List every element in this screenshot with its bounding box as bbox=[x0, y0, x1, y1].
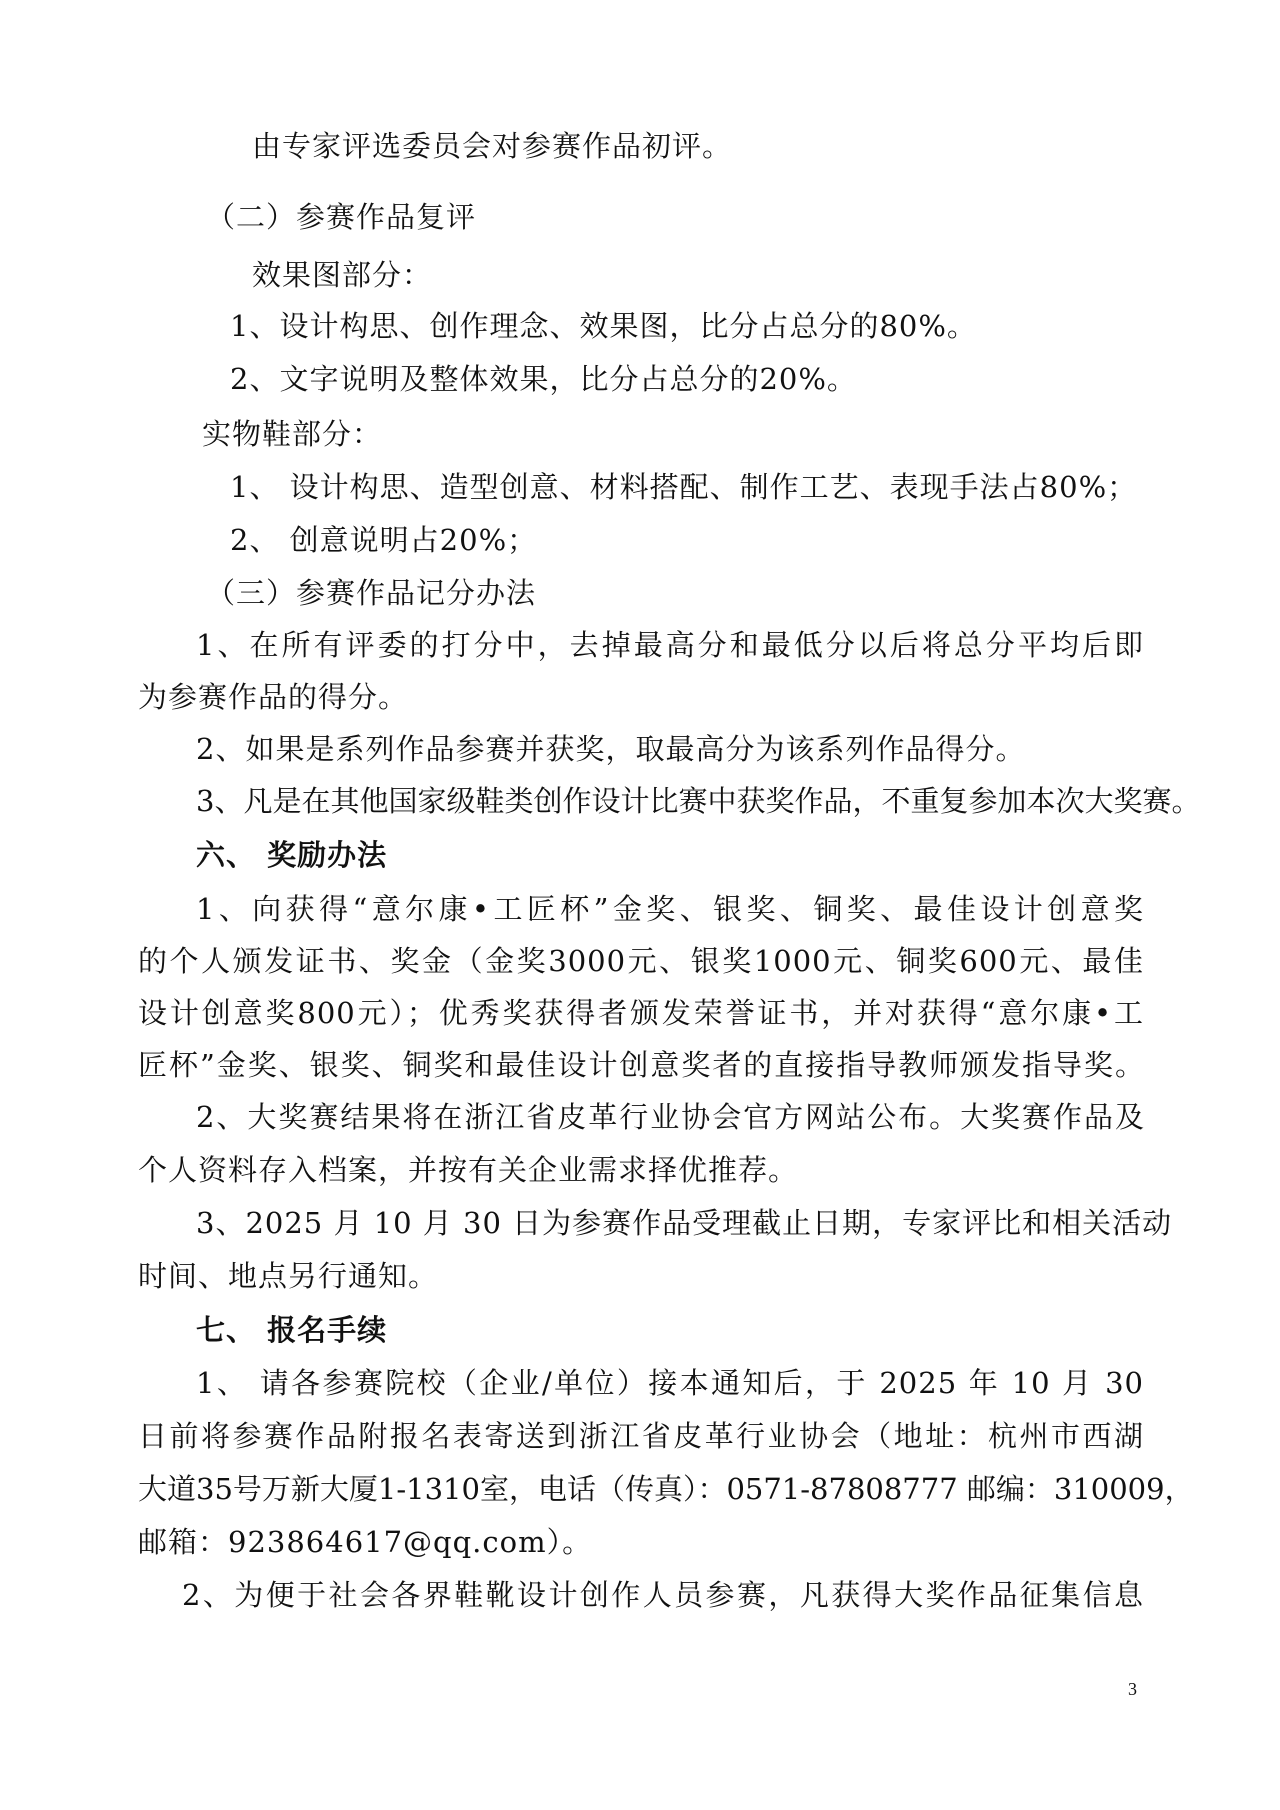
text-line-awards-2b: 个人资料存入档案，并按有关企业需求择优推荐。 bbox=[138, 1153, 799, 1187]
text-line-physical-shoe-part: 实物鞋部分： bbox=[202, 417, 383, 451]
text-line-physical-item-1: 1、 设计构思、造型创意、材料搭配、制作工艺、表现手法占80%； bbox=[230, 470, 1138, 504]
text-line-scoring-1a: 1、在所有评委的打分中，去掉最高分和最低分以后将总分平均后即 bbox=[196, 628, 1144, 662]
text-line-registration-1a: 1、 请各参赛院校（企业/单位）接本通知后，于 2025 年 10 月 30 bbox=[196, 1366, 1144, 1400]
text-line-physical-item-2: 2、 创意说明占20%； bbox=[230, 523, 538, 557]
text-line-awards-1c: 设计创意奖800元）；优秀奖获得者颁发荣誉证书，并对获得“意尔康•工 bbox=[138, 996, 1144, 1030]
text-line-registration-1c: 大道35号万新大厦1-1310室，电话（传真）：0571-87808777 邮编：310009， bbox=[138, 1472, 1194, 1506]
text-line-awards-3a: 3、2025 月 10 月 30 日为参赛作品受理截止日期，专家评比和相关活动 bbox=[196, 1206, 1173, 1240]
text-line-registration-1b: 日前将参赛作品附报名表寄送到浙江省皮革行业协会（地址：杭州市西湖 bbox=[138, 1419, 1144, 1453]
text-line-awards-2a: 2、大奖赛结果将在浙江省皮革行业协会官方网站公布。大奖赛作品及 bbox=[196, 1100, 1144, 1134]
text-line-rendering-item-1: 1、设计构思、创作理念、效果图，比分占总分的80%。 bbox=[230, 309, 977, 343]
section-heading-registration: 七、 报名手续 bbox=[196, 1313, 388, 1347]
text-line-awards-1a: 1、向获得“意尔康•工匠杯”金奖、银奖、铜奖、最佳设计创意奖 bbox=[196, 892, 1144, 926]
section-heading-awards: 六、 奖励办法 bbox=[196, 838, 388, 872]
text-line-rendering-part: 效果图部分： bbox=[252, 258, 433, 292]
text-line-awards-1d: 匠杯”金奖、银奖、铜奖和最佳设计创意奖者的直接指导教师颁发指导奖。 bbox=[138, 1048, 1144, 1082]
text-line-initial-review: 由专家评选委员会对参赛作品初评。 bbox=[252, 129, 733, 163]
text-line-scoring-3: 3、凡是在其他国家级鞋类创作设计比赛中获奖作品，不重复参加本次大奖赛。 bbox=[196, 784, 1201, 818]
text-line-awards-1b: 的个人颁发证书、奖金（金奖3000元、银奖1000元、铜奖600元、最佳 bbox=[138, 944, 1144, 978]
page-number: 3 bbox=[1128, 1679, 1137, 1699]
section-heading-second-review: （二）参赛作品复评 bbox=[206, 200, 477, 234]
section-heading-scoring-method: （三）参赛作品记分办法 bbox=[206, 576, 537, 610]
text-line-registration-2a: 2、为便于社会各界鞋靴设计创作人员参赛，凡获得大奖作品征集信息 bbox=[182, 1578, 1144, 1612]
text-line-scoring-1b: 为参赛作品的得分。 bbox=[138, 680, 409, 714]
text-line-scoring-2: 2、如果是系列作品参赛并获奖，取最高分为该系列作品得分。 bbox=[196, 732, 1026, 766]
text-line-rendering-item-2: 2、文字说明及整体效果，比分占总分的20%。 bbox=[230, 362, 857, 396]
text-line-awards-3b: 时间、地点另行通知。 bbox=[138, 1259, 439, 1293]
text-line-registration-1d: 邮箱：923864617@qq.com）。 bbox=[138, 1525, 593, 1559]
